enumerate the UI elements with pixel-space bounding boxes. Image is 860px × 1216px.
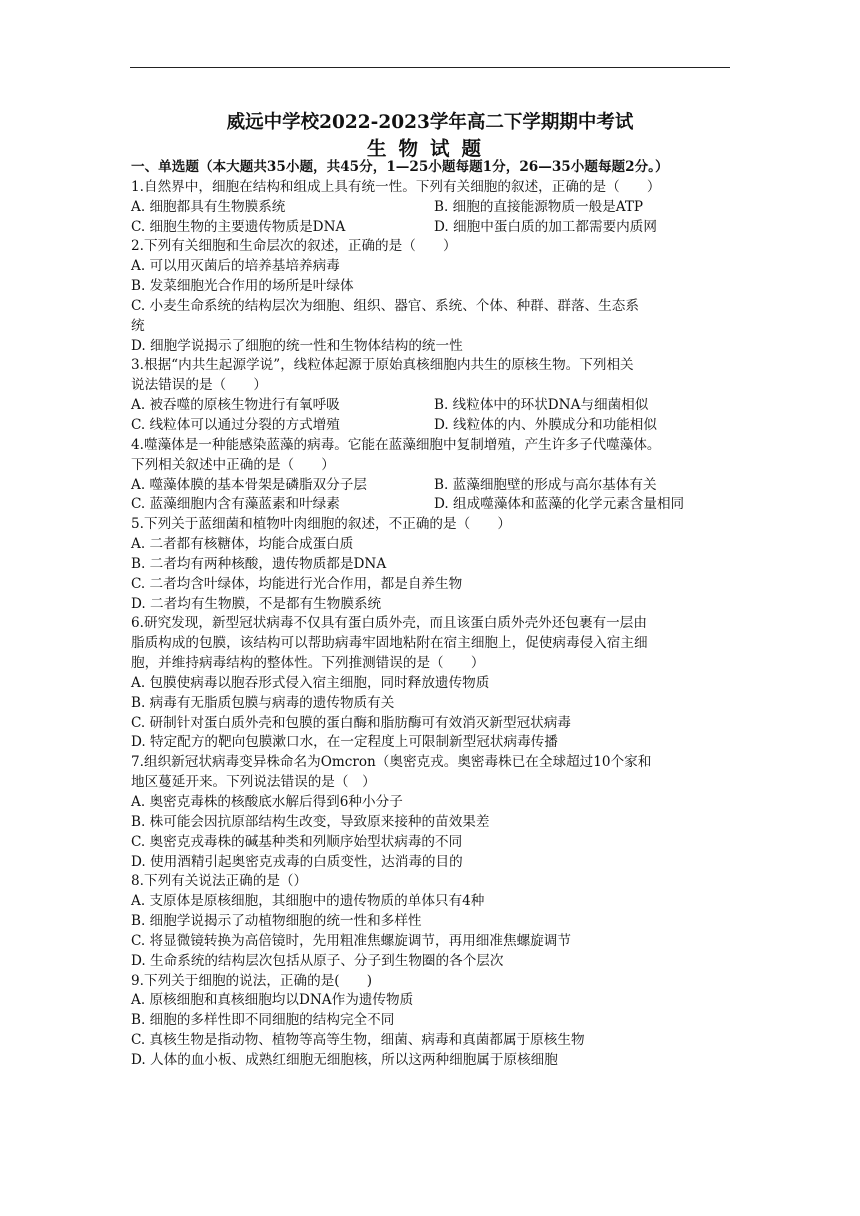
- section-heading: 一、单选题（本大题共35小题，共45分，1—25小题每题1分，26—35小题每题2分。）: [131, 159, 669, 175]
- exam-subtitle: 生物试题: [366, 137, 493, 160]
- option: C. 真核生物是指动物、植物等高等生物，细菌、病毒和真菌都属于原核生物: [131, 1032, 585, 1049]
- question-stem: 下列相关叙述中正确的是（ ）: [131, 456, 335, 473]
- question-block: [131, 872, 731, 971]
- question-stem: 4.噬藻体是一种能感染蓝藻的病毒。它能在蓝藻细胞中复制增殖，产生许多子代噬藻体。: [131, 436, 661, 453]
- option: A. 细胞都具有生物膜系统: [131, 198, 286, 215]
- question-stem: 7.组织新冠状病毒变异株命名为Omcron（奥密克戎。奥密毒株已在全球超过10个家和: [131, 754, 652, 771]
- option: A. 包膜使病毒以胞吞形式侵入宿主细胞，同时释放遗传物质: [131, 674, 490, 691]
- option: B. 细胞学说揭示了动植物细胞的统一性和多样性: [131, 913, 422, 930]
- question-stem: 脂质构成的包膜，该结构可以帮助病毒牢固地粘附在宿主细胞上，促使病毒侵入宿主细: [131, 635, 648, 652]
- option: A. 被吞噬的原核生物进行有氧呼吸: [131, 397, 340, 414]
- option: D. 细胞学说揭示了细胞的统一性和生物体结构的统一性: [131, 337, 463, 354]
- question-block: [131, 614, 731, 753]
- option: A. 噬藻体膜的基本骨架是磷脂双分子层: [131, 476, 367, 493]
- option-row: [131, 495, 731, 515]
- question-list: [131, 158, 731, 1071]
- question-stem: 9.下列关于细胞的说法，正确的是( ): [131, 972, 373, 989]
- option: C. 细胞生物的主要遗传物质是DNA: [131, 218, 346, 235]
- question-stem: 地区蔓延开来。下列说法错误的是（ ）: [131, 774, 376, 791]
- option-row: [131, 198, 731, 218]
- question-stem: 说法错误的是（ ）: [131, 377, 267, 394]
- question-stem: 2.下列有关细胞和生命层次的叙述，正确的是（ ）: [131, 238, 457, 255]
- option: D. 特定配方的靶向包膜漱口水，在一定程度上可限制新型冠状病毒传播: [131, 734, 558, 751]
- option: B. 株可能会因抗原部结构生改变，导致原来接种的苗效果差: [131, 813, 490, 830]
- exam-title: 威远中学校2022-2023学年高二下学期期中考试: [226, 112, 634, 133]
- option: A. 可以用灭菌后的培养基培养病毒: [131, 258, 340, 275]
- option: D. 二者均有生物膜，不是都有生物膜系统: [131, 595, 382, 612]
- option: A. 二者都有核糖体，均能合成蛋白质: [131, 536, 354, 553]
- option: B. 蓝藻细胞壁的形成与高尔基体有关: [434, 476, 657, 493]
- option: C. 二者均含叶绿体，均能进行光合作用，都是自养生物: [131, 575, 463, 592]
- option: 统: [131, 317, 145, 334]
- option: C. 将显微镜转换为高倍镜时，先用粗准焦螺旋调节，再用细准焦螺旋调节: [131, 932, 571, 949]
- option: C. 奥密克戎毒株的碱基种类和列顺序始型状病毒的不同: [131, 833, 463, 850]
- question-block: [131, 753, 731, 872]
- question-stem: 6.研究发现，新型冠状病毒不仅具有蛋白质外壳，而且该蛋白质外壳外还包裹有一层由: [131, 615, 647, 632]
- question-block: [131, 237, 731, 356]
- option: B. 二者均有两种核酸，遗传物质都是DNA: [131, 555, 387, 572]
- question-block: [131, 972, 731, 1071]
- option: B. 线粒体中的环状DNA与细菌相似: [434, 397, 649, 414]
- question-block: [131, 515, 731, 614]
- option: D. 人体的血小板、成熟红细胞无细胞核，所以这两种细胞属于原核细胞: [131, 1051, 558, 1068]
- option: C. 线粒体可以通过分裂的方式增殖: [131, 416, 340, 433]
- option: C. 研制针对蛋白质外壳和包膜的蛋白酶和脂肪酶可有效消灭新型冠状病毒: [131, 714, 571, 731]
- option: A. 奥密克毒株的核酸底水解后得到6种小分子: [131, 794, 403, 810]
- question-stem: 8.下列有关说法正确的是（）: [131, 873, 308, 890]
- option: A. 支原体是原核细胞，其细胞中的遗传物质的单体只有4种: [131, 893, 485, 910]
- option: C. 蓝藻细胞内含有藻蓝素和叶绿素: [131, 496, 340, 513]
- option: B. 病毒有无脂质包膜与病毒的遗传物质有关: [131, 694, 395, 711]
- option-row: [131, 218, 731, 238]
- option-row: [131, 476, 731, 496]
- option: D. 细胞中蛋白质的加工都需要内质网: [434, 218, 657, 235]
- option-row: [131, 396, 731, 416]
- option: B. 细胞的直接能源物质一般是ATP: [434, 198, 644, 215]
- option-row: [131, 416, 731, 436]
- option: D. 使用酒精引起奥密克戎毒的白质变性，达消毒的目的: [131, 853, 463, 870]
- option: D. 线粒体的内、外膜成分和功能相似: [434, 416, 657, 433]
- question-stem: 1.自然界中，细胞在结构和组成上具有统一性。下列有关细胞的叙述，正确的是（ ）: [131, 178, 661, 195]
- question-stem: 胞，并维持病毒结构的整体性。下列推测错误的是（ ）: [131, 655, 485, 672]
- question-block: [131, 178, 731, 238]
- option: D. 生命系统的结构层次包括从原子、分子到生物圈的各个层次: [131, 952, 504, 969]
- question-stem: 3.根据“内共生起源学说”，线粒体起源于原始真核细胞内共生的原核生物。下列相关: [131, 357, 634, 374]
- option: C. 小麦生命系统的结构层次为细胞、组织、器官、系统、个体、种群、群落、生态系: [131, 297, 639, 314]
- header-rule: [130, 67, 730, 68]
- option: D. 组成噬藻体和蓝藻的化学元素含量相同: [434, 496, 685, 513]
- question-block: [131, 356, 731, 435]
- question-block: [131, 436, 731, 515]
- option: B. 发菜细胞光合作用的场所是叶绿体: [131, 278, 354, 295]
- option: B. 细胞的多样性即不同细胞的结构完全不同: [131, 1012, 395, 1029]
- question-stem: 5.下列关于蓝细菌和植物叶肉细胞的叙述，不正确的是（ ）: [131, 516, 511, 533]
- option: A. 原核细胞和真核细胞均以DNA作为遗传物质: [131, 992, 414, 1009]
